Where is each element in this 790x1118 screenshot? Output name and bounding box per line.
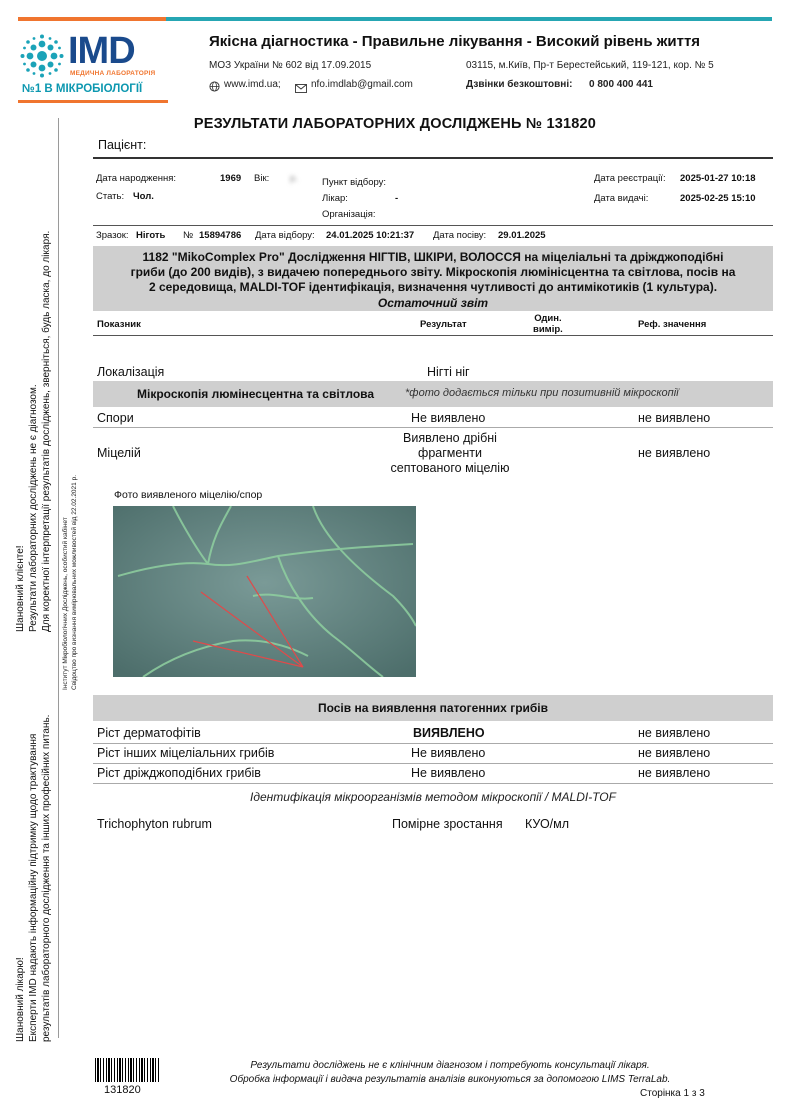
column-header-result: Результат	[420, 319, 467, 330]
sample-number-value: 15894786	[199, 230, 242, 241]
age-value: р.	[290, 173, 298, 184]
culture-row-divider-3	[93, 783, 773, 784]
microscopy-photo	[113, 506, 416, 677]
side-divider	[58, 118, 59, 1038]
birth-date-label: Дата народження:	[96, 173, 177, 184]
patient-label: Пацієнт:	[98, 138, 147, 152]
mycelium-label: Міцелій	[97, 446, 141, 460]
mycelium-result: Виявлено дрібні фрагменти септованого міцелію	[390, 431, 510, 475]
header-address: 03115, м.Київ, Пр-т Берестейський, 119-121, кор. № 5	[466, 60, 714, 71]
birth-date-value: 1969	[220, 173, 242, 184]
barcode	[95, 1058, 161, 1082]
culture-title: Посів на виявлення патогенних грибів	[317, 701, 549, 715]
logo-underline	[18, 100, 168, 103]
age-label: Вік:	[254, 173, 270, 184]
column-header-divider	[93, 335, 773, 336]
title-divider	[93, 157, 773, 159]
globe-icon	[209, 79, 220, 90]
page-counter: Сторінка 1 з 3	[640, 1088, 705, 1099]
report-title: РЕЗУЛЬТАТИ ЛАБОРАТОРНИХ ДОСЛІДЖЕНЬ № 131820	[193, 116, 597, 132]
column-header-ref: Реф. значення	[638, 319, 707, 330]
other-mold-growth-ref: не виявлено	[638, 746, 711, 760]
header-accent-teal	[166, 17, 772, 21]
organization-label: Організація:	[322, 209, 376, 220]
seeding-date-label: Дата посіву:	[433, 230, 487, 241]
collection-point-label: Пункт відбору:	[322, 177, 387, 188]
logo-badge: №1 В МІКРОБІОЛОГІЇ	[22, 83, 143, 95]
sex-value: Чол.	[133, 191, 154, 202]
header-accent-orange	[18, 17, 166, 21]
issue-date-label: Дата видачі:	[594, 193, 649, 204]
spores-ref: не виявлено	[638, 411, 711, 425]
column-header-unit: Один. вимір.	[533, 313, 563, 335]
sample-number-label: №	[183, 230, 194, 241]
spores-result: Не виявлено	[411, 411, 486, 425]
mycelium-ref: не виявлено	[638, 446, 711, 460]
side-note-doctor: Шановний лікарю! Експерти IMD надають інформаційну підтримку щодо трактування результатів лабораторного дослідження та інших професійних питань.	[15, 714, 52, 1042]
yeast-growth-ref: не виявлено	[638, 766, 711, 780]
collection-date-value: 24.01.2025 10:21:37	[326, 230, 415, 241]
organism-growth: Помірне зростання	[392, 817, 503, 831]
header-email-link[interactable]: nfo.imdlab@gmail.com	[311, 79, 413, 90]
culture-row-divider-1	[93, 743, 773, 744]
final-report-label: Остаточний звіт	[377, 296, 489, 310]
dermatophyte-growth-ref: не виявлено	[638, 726, 711, 740]
microscopy-note: *фото додається тільки при позитивній мікроскопії	[405, 387, 679, 399]
patient-info-divider	[93, 225, 773, 226]
test-description: 1182 "MikoComplex Pro" Дослідження НІГТІВ, ШКІРИ, ВОЛОССЯ на міцеліальні та дріжджоподібні гриби (до 200 видів), з видачею попереднього звіту. Мікроскопія люмінісцентна та світлова, посів на 2 середовища, MALDI-TOF ідентифікація, визначення чутливості до антимікотиків (1 культура).	[130, 250, 736, 294]
doctor-label: Лікар:	[322, 193, 348, 204]
registration-date-label: Дата реєстрації:	[594, 173, 666, 184]
spores-label: Спори	[97, 411, 134, 425]
logo-text: IMD	[68, 30, 135, 72]
localization-value: Нігті ніг	[427, 365, 470, 379]
yeast-growth-label: Ріст дріжджоподібних грибів	[97, 766, 261, 780]
logo-subtitle: МЕДИЧНА ЛАБОРАТОРІЯ	[70, 70, 156, 77]
logo-dots-icon	[20, 34, 64, 78]
sample-label: Зразок:	[96, 230, 129, 241]
column-header-indicator: Показник	[97, 319, 141, 330]
other-mold-growth-label: Ріст інших міцеліальних грибів	[97, 746, 275, 760]
sex-label: Стать:	[96, 191, 125, 202]
header-slogan: Якісна діагностика - Правильне лікування - Високий рівень життя	[209, 33, 701, 50]
spores-divider	[93, 427, 773, 428]
barcode-number: 131820	[104, 1084, 141, 1096]
issue-date-value: 2025-02-25 15:10	[680, 193, 756, 204]
registration-date-value: 2025-01-27 10:18	[680, 173, 756, 184]
seeding-date-value: 29.01.2025	[498, 230, 546, 241]
organism-unit: КУО/мл	[525, 817, 570, 831]
header-free-calls-label: Дзвінки безкоштовні:	[466, 79, 573, 90]
dermatophyte-growth-result: ВИЯВЛЕНО	[413, 726, 485, 740]
header-free-calls-number: 0 800 400 441	[589, 79, 653, 90]
envelope-icon	[295, 80, 307, 89]
header-website-link[interactable]: www.imd.ua;	[224, 79, 281, 90]
organism-name: Trichophyton rubrum	[97, 817, 212, 831]
sample-value: Ніготь	[136, 230, 166, 241]
header-license: МОЗ України № 602 від 17.09.2015	[209, 60, 372, 71]
side-note-institute: Інститут Мікробіологічних Досліджень, особистий кабінет Свідоцтво про визнання вимірювальних можливостей від 22.02.2021 р.	[62, 474, 78, 690]
localization-label: Локалізація	[97, 365, 165, 379]
identification-title: Ідентифікація мікроорганізмів методом мікроскопії / MALDI-TOF	[250, 790, 616, 804]
other-mold-growth-result: Не виявлено	[411, 746, 486, 760]
dermatophyte-growth-label: Ріст дерматофітів	[97, 726, 201, 740]
collection-date-label: Дата відбору:	[255, 230, 315, 241]
yeast-growth-result: Не виявлено	[411, 766, 486, 780]
microscopy-title: Мікроскопія люмінесцентна та світлова	[137, 387, 375, 401]
footer-disclaimer: Результати досліджень не є клінічним діагнозом і потребують консультації лікаря. Обробка інформації і видача результатів аналізів виконуються за допомогою LIMS TerraLab.	[229, 1060, 671, 1085]
culture-row-divider-2	[93, 763, 773, 764]
side-note-client: Шановний клієнте! Результати лабораторних досліджень не є діагнозом. Для коректної інтерпретації результатів досліджень, зверніться, будь ласка, до лікаря.	[15, 230, 52, 632]
doctor-value: -	[395, 193, 399, 204]
photo-caption: Фото виявленого міцелію/спор	[114, 489, 263, 501]
